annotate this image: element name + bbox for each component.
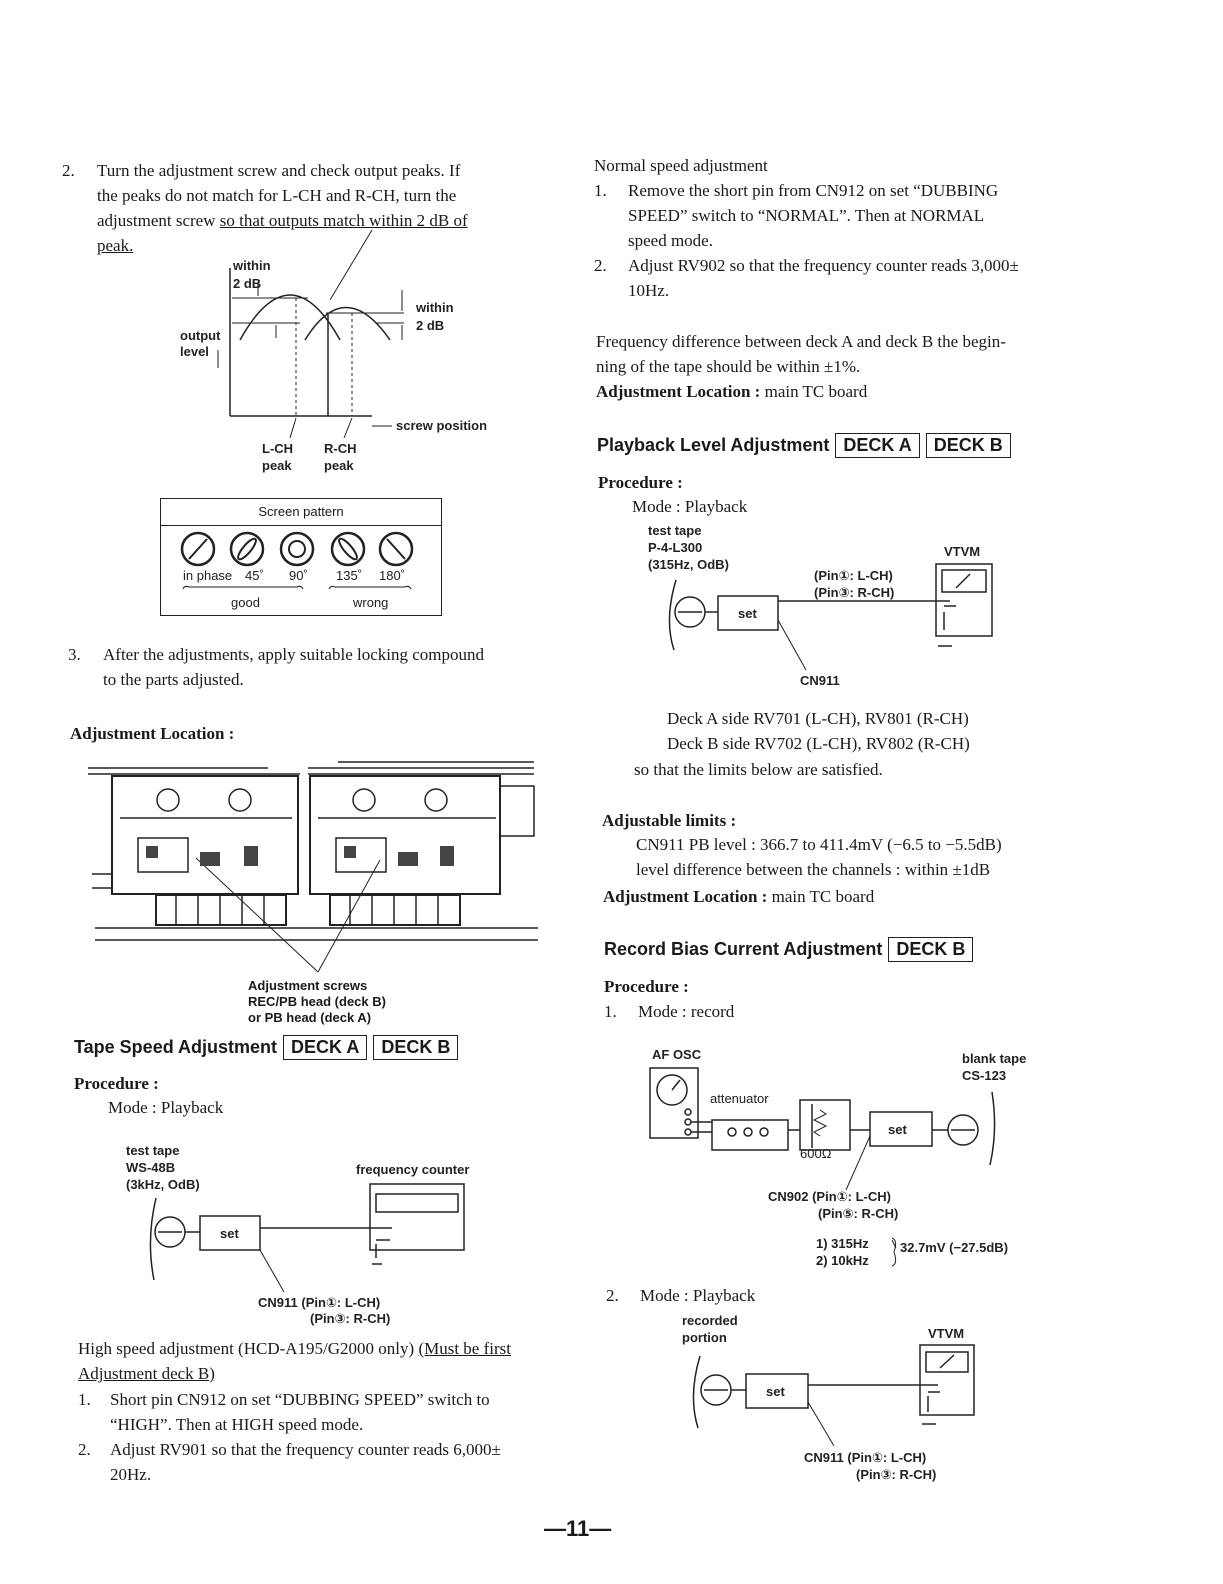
text-line: Frequency difference between deck A and deck B the begin-: [596, 332, 1006, 351]
text-line: After the adjustments, apply suitable locking compound: [103, 645, 485, 664]
connector-label: (Pin③: R-CH): [310, 1311, 391, 1326]
text-line: Adjust RV901 so that the frequency counter reads 6,000±: [110, 1440, 501, 1459]
limits-line: CN911 PB level : 366.7 to 411.4mV (−6.5 to −5.5dB): [636, 835, 1002, 854]
adjustment-location-heading: Adjustment Location :: [70, 724, 235, 743]
axis-label: level: [180, 344, 209, 359]
peak-label: L-CH: [262, 441, 294, 456]
text-line: 10Hz.: [628, 281, 670, 300]
step-number: 3.: [68, 645, 81, 664]
underlined-text: so that outputs match within 2 dB of: [219, 211, 468, 230]
text-line: speed mode.: [628, 231, 713, 250]
deck-b-badge: DECK B: [373, 1035, 458, 1060]
set-label: set: [888, 1122, 907, 1137]
within-label: 2 dB: [416, 318, 445, 333]
phase-label: 180˚: [379, 568, 406, 583]
value: main TC board: [760, 382, 868, 401]
set-label: set: [766, 1384, 785, 1399]
procedure-label: Procedure :: [598, 473, 683, 492]
peak-label: peak: [324, 458, 354, 473]
frequency-counter-label: frequency counter: [356, 1162, 470, 1177]
label: Adjustment Location :: [603, 887, 768, 906]
blank-tape-label: CS-123: [962, 1068, 1007, 1083]
within-label: 2 dB: [233, 276, 262, 291]
axis-label: screw position: [396, 418, 488, 433]
test-tape-label: (315Hz, OdB): [648, 557, 729, 572]
deck-b-badge: DECK B: [888, 937, 973, 962]
text-line: Short pin CN912 on set “DUBBING SPEED” switch to: [110, 1390, 490, 1409]
set-label: set: [220, 1226, 239, 1241]
step-number: 2.: [62, 161, 75, 180]
deck-a-badge: DECK A: [283, 1035, 367, 1060]
ohm-label: 600Ω: [800, 1146, 832, 1161]
text-line: ning of the tape should be within ±1%.: [596, 357, 861, 376]
recorded-portion-label: portion: [682, 1330, 727, 1345]
peak-label: R-CH: [324, 441, 357, 456]
connector-label: (Pin⑤: R-CH): [818, 1206, 899, 1221]
caption-line: Adjustment screws: [248, 978, 368, 993]
caption-line: REC/PB head (deck B): [248, 994, 386, 1009]
step-number: 2.: [78, 1440, 91, 1459]
section-title: Tape Speed Adjustment: [74, 1037, 278, 1057]
wrong-label: wrong: [353, 595, 389, 610]
connector-label: CN911: [800, 673, 840, 688]
text-line: Adjust RV902 so that the frequency counter reads 3,000±: [628, 256, 1019, 275]
step-number: 2.: [594, 256, 607, 275]
text-line: Remove the short pin from CN912 on set “DUBBING: [628, 181, 999, 200]
text-line: 20Hz.: [110, 1465, 152, 1484]
blank-tape-label: blank tape: [962, 1051, 1027, 1066]
adjustable-limits-title: Adjustable limits :: [602, 811, 737, 830]
deck-b-badge: DECK B: [926, 433, 1011, 458]
frequency-label: 1) 315Hz: [816, 1236, 869, 1251]
peak-label: peak: [262, 458, 292, 473]
text-line: peak.: [97, 236, 134, 255]
vtvm-label: VTVM: [928, 1326, 965, 1341]
step-number: 1.: [594, 181, 607, 200]
step-text: Mode : record: [638, 1002, 735, 1021]
mode-label: Mode : Playback: [632, 497, 748, 516]
test-tape-label: P-4-L300: [648, 540, 703, 555]
within-label: within: [416, 300, 454, 315]
deck-a-side: Deck A side RV701 (L-CH), RV801 (R-CH): [667, 709, 969, 728]
test-tape-label: WS-48B: [126, 1160, 176, 1175]
text-line: Turn the adjustment screw and check output peaks. If: [97, 161, 461, 180]
phase-label: 135˚: [336, 568, 363, 583]
phase-label: 90˚: [289, 568, 308, 583]
label: Adjustment Location :: [596, 382, 761, 401]
text-line: to the parts adjusted.: [103, 670, 244, 689]
level-label: 32.7mV (−27.5dB): [900, 1240, 1009, 1255]
page-number: —11—: [544, 1516, 612, 1541]
pin-label: (Pin①: L-CH): [814, 568, 893, 583]
deck-a-badge: DECK A: [835, 433, 919, 458]
connector-label: CN911 (Pin①: L-CH): [258, 1295, 381, 1310]
af-osc-label: AF OSC: [652, 1047, 702, 1062]
section-title: Record Bias Current Adjustment: [604, 939, 883, 959]
screen-pattern-title: Screen pattern: [161, 499, 441, 526]
text-line: the peaks do not match for L-CH and R-CH, turn the: [97, 186, 457, 205]
caption-line: or PB head (deck A): [248, 1010, 372, 1025]
underlined-text: (Must be first: [418, 1339, 511, 1358]
section-title: Playback Level Adjustment: [597, 435, 830, 455]
frequency-label: 2) 10kHz: [816, 1253, 869, 1268]
limits-satisfied: so that the limits below are satisfied.: [634, 760, 883, 779]
connector-label: CN902 (Pin①: L-CH): [768, 1189, 891, 1204]
mode-label: Mode : Playback: [108, 1098, 224, 1117]
section-subtitle: Normal speed adjustment: [594, 156, 768, 175]
test-tape-label: test tape: [126, 1143, 180, 1158]
step-number: 2.: [606, 1286, 619, 1305]
recorded-portion-label: recorded: [682, 1313, 738, 1328]
procedure-label: Procedure :: [604, 977, 689, 996]
connector-label: (Pin③: R-CH): [856, 1467, 937, 1482]
pin-label: (Pin③: R-CH): [814, 585, 895, 600]
vtvm-label: VTVM: [944, 544, 981, 559]
text-line: “HIGH”. Then at HIGH speed mode.: [110, 1415, 364, 1434]
test-tape-label: (3kHz, OdB): [126, 1177, 200, 1192]
underlined-text: Adjustment deck B): [78, 1364, 215, 1383]
good-label: good: [231, 595, 260, 610]
text-span: adjustment screw: [97, 211, 220, 230]
step-number: 1.: [604, 1002, 617, 1021]
text-line: SPEED” switch to “NORMAL”. Then at NORMAL: [628, 206, 985, 225]
phase-label: in phase: [183, 568, 233, 583]
phase-label: 45˚: [245, 568, 264, 583]
axis-label: output: [180, 328, 221, 343]
procedure-label: Procedure :: [74, 1074, 159, 1093]
within-label: within: [233, 258, 271, 273]
attenuator-label: attenuator: [710, 1091, 769, 1106]
value: main TC board: [767, 887, 875, 906]
deck-b-side: Deck B side RV702 (L-CH), RV802 (R-CH): [667, 734, 970, 753]
set-label: set: [738, 606, 757, 621]
text-span: High speed adjustment (HCD-A195/G2000 only): [78, 1339, 419, 1358]
limits-line: level difference between the channels : within ±1dB: [636, 860, 991, 879]
step-number: 1.: [78, 1390, 91, 1409]
step-text: Mode : Playback: [640, 1286, 756, 1305]
test-tape-label: test tape: [648, 523, 702, 538]
connector-label: CN911 (Pin①: L-CH): [804, 1450, 927, 1465]
